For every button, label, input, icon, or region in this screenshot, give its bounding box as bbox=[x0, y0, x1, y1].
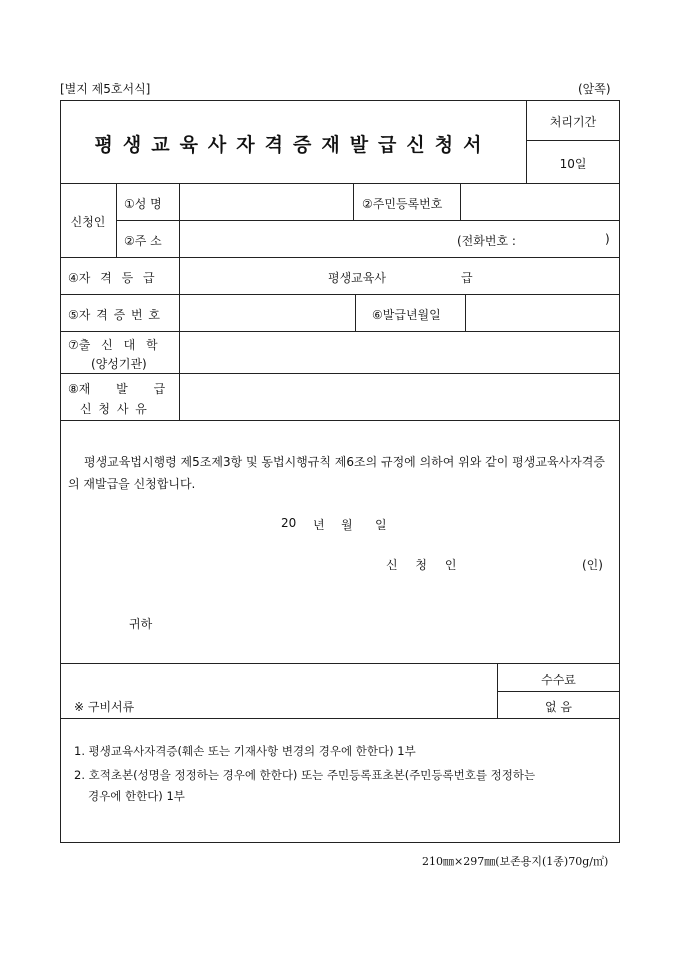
applicant-signature-label: 신 청 인 bbox=[386, 558, 464, 572]
application-statement: 평생교육법시행령 제5조제3항 및 동법시행규칙 제6조의 규정에 의하여 위와 같이 평생교육사자격증의 재발급을 신청합니다. bbox=[68, 455, 605, 491]
page-side: (앞쪽) bbox=[578, 82, 611, 96]
date-month-unit: 월 bbox=[341, 518, 353, 532]
processing-period-label: 처리기간 bbox=[549, 115, 597, 129]
phone-close: ) bbox=[605, 232, 610, 246]
issue-date-label: ⑥발급년월일 bbox=[372, 308, 441, 322]
name-field[interactable] bbox=[180, 184, 352, 219]
address-label: ②주 소 bbox=[124, 234, 162, 248]
phone-label: (전화번호 : bbox=[457, 234, 516, 248]
reissue-reason-label: ⑧재 발 급 bbox=[68, 382, 166, 396]
required-documents-heading: ※ 구비서류 bbox=[74, 700, 135, 714]
qualification-grade-value: 평생교육사 bbox=[328, 271, 386, 285]
reissue-reason-label-sub: 신 청 사 유 bbox=[80, 402, 147, 416]
certificate-number-field[interactable] bbox=[180, 295, 354, 330]
address-field[interactable] bbox=[180, 221, 450, 256]
date-day-unit: 일 bbox=[375, 518, 387, 532]
divider bbox=[60, 420, 620, 421]
resident-id-field[interactable] bbox=[461, 184, 619, 219]
divider bbox=[526, 140, 620, 141]
form-title: 평생교육사자격증재발급신청서 bbox=[94, 134, 492, 156]
divider bbox=[353, 183, 354, 220]
recipient-label: 귀하 bbox=[129, 617, 153, 631]
grade-field[interactable] bbox=[400, 260, 456, 290]
divider bbox=[60, 718, 620, 719]
certificate-number-label: ⑤자 격 증 번 호 bbox=[68, 308, 160, 322]
divider bbox=[60, 663, 620, 664]
fee-label: 수수료 bbox=[541, 673, 576, 687]
school-label-sub: (양성기관) bbox=[91, 357, 147, 371]
processing-period-value: 10일 bbox=[559, 157, 587, 171]
reissue-reason-field[interactable] bbox=[180, 374, 619, 419]
qualification-grade-suffix: 급 bbox=[461, 271, 473, 285]
seal-mark: (인) bbox=[582, 558, 603, 572]
qualification-grade-label: ④자 격 등 급 bbox=[68, 271, 155, 285]
name-label: ①성 명 bbox=[124, 197, 162, 211]
paper-spec: 210㎜×297㎜(보존용지(1종)70g/㎡) bbox=[422, 855, 609, 868]
required-document-item: 1. 평생교육사자격증(훼손 또는 기재사항 변경의 경우에 한한다) 1부 bbox=[74, 744, 416, 758]
divider bbox=[497, 691, 620, 692]
date-year-unit: 년 bbox=[313, 518, 325, 532]
school-label: ⑦출 신 대 학 bbox=[68, 338, 158, 352]
required-document-item: 2. 호적초본(성명을 정정하는 경우에 한한다) 또는 주민등록표초본(주민등록번호를 정정하는 bbox=[74, 768, 536, 782]
required-document-item-continued: 경우에 한한다) 1부 bbox=[88, 789, 185, 803]
applicant-group-label: 신청인 bbox=[70, 215, 106, 229]
school-field[interactable] bbox=[180, 332, 619, 372]
form-code: [별지 제5호서식] bbox=[60, 82, 151, 96]
resident-id-label: ②주민등록번호 bbox=[362, 197, 443, 211]
issue-date-field[interactable] bbox=[466, 295, 619, 330]
phone-field[interactable] bbox=[537, 222, 601, 255]
divider bbox=[60, 257, 620, 258]
divider bbox=[116, 183, 117, 257]
date-year: 20 bbox=[281, 516, 297, 530]
divider bbox=[355, 294, 356, 331]
fee-value: 없 음 bbox=[545, 700, 572, 714]
